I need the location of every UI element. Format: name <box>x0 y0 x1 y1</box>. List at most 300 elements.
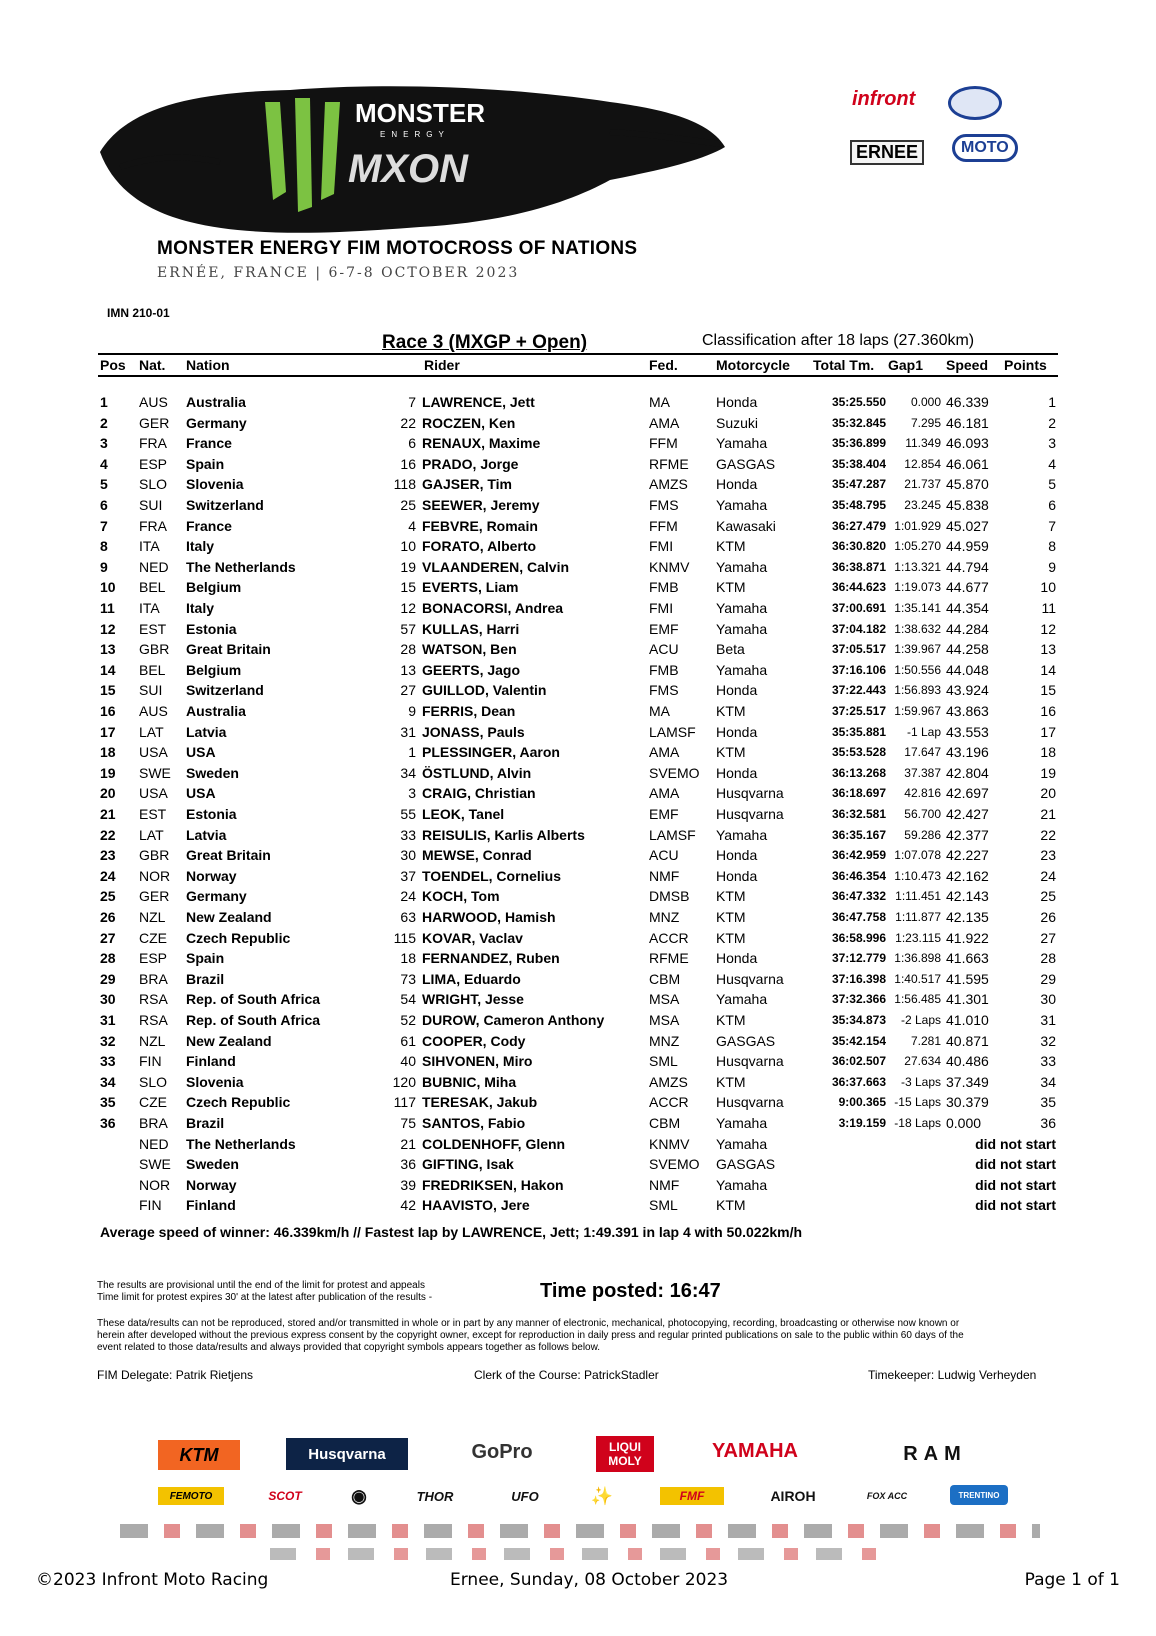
cell-nat: EST <box>139 620 167 637</box>
cell-fed: AMA <box>649 785 680 802</box>
cell-pos: 29 <box>100 970 116 987</box>
cell-fed: ACCR <box>649 929 689 946</box>
cell-motorcycle: Husqvarna <box>716 970 784 987</box>
cell-pos: 30 <box>100 991 116 1008</box>
cell-rider: WRIGHT, Jesse <box>422 991 524 1008</box>
cell-speed: 46.339 <box>946 394 989 410</box>
cell-number: 30 <box>400 847 416 864</box>
cell-rider: ÖSTLUND, Alvin <box>422 764 532 781</box>
cell-number: 39 <box>400 1176 416 1193</box>
cell-pos: 36 <box>100 1115 116 1131</box>
cell-motorcycle: KTM <box>716 538 746 555</box>
cell-motorcycle: Suzuki <box>716 414 759 431</box>
cell-number: 55 <box>400 806 416 822</box>
cell-total-time: 37:16.106 <box>831 662 886 677</box>
cell-motorcycle: KTM <box>716 703 746 719</box>
table-row <box>0 1115 1156 1136</box>
cell-gap: 1:50.556 <box>894 662 941 677</box>
cell-nat: NOR <box>139 867 171 884</box>
cell-speed: 41.922 <box>946 929 989 946</box>
cell-speed: 41.663 <box>946 950 989 967</box>
cell-nation: Italy <box>186 538 215 555</box>
cell-total-time: 35:42.154 <box>831 1033 886 1048</box>
col-fed: Fed. <box>649 357 678 373</box>
table-row <box>0 971 1156 992</box>
cell-speed: 43.863 <box>946 703 989 719</box>
yamaha-logo: YAMAHA <box>712 1439 798 1462</box>
cell-nation: Rep. of South Africa <box>186 1012 321 1028</box>
cell-nation: Germany <box>186 888 247 905</box>
cell-speed: 0.000 <box>946 1115 982 1131</box>
cell-fed: CBM <box>649 970 681 987</box>
cell-motorcycle: Husqvarna <box>716 785 784 802</box>
cell-fed: MSA <box>649 991 680 1008</box>
cell-pos: 26 <box>100 909 116 925</box>
col-motorcycle: Motorcycle <box>716 357 790 373</box>
cell-nation: Australia <box>186 394 246 410</box>
cell-nat: BEL <box>139 661 166 678</box>
table-row <box>0 621 1156 642</box>
husqvarna-logo: Husqvarna <box>286 1438 408 1470</box>
cell-rider: KULLAS, Harri <box>422 620 520 637</box>
cell-points: 9 <box>1048 558 1056 575</box>
cell-total-time: 35:38.404 <box>831 456 886 471</box>
time-posted: Time posted: 16:47 <box>540 1280 721 1302</box>
cell-nation: Great Britain <box>186 641 271 658</box>
thor-logo: THOR <box>416 1488 454 1504</box>
cell-rider: TOENDEL, Cornelius <box>422 867 561 884</box>
mxon-text: MXON <box>348 147 468 191</box>
cell-total-time: 35:48.795 <box>831 498 886 512</box>
cell-nation: USA <box>186 785 216 802</box>
cell-pos: 13 <box>100 641 116 658</box>
cell-fed: SML <box>649 1197 678 1214</box>
cell-fed: LAMSF <box>649 826 696 843</box>
cell-nat: SWE <box>139 1156 171 1173</box>
cell-rider: FERRIS, Dean <box>422 703 516 719</box>
cell-rider: LAWRENCE, Jett <box>422 394 535 410</box>
cell-pos: 12 <box>100 620 116 637</box>
cell-speed: 44.284 <box>946 620 989 637</box>
cell-motorcycle: Honda <box>716 950 758 967</box>
cell-points: 34 <box>1040 1073 1056 1090</box>
table-row <box>0 847 1156 868</box>
cell-nation: Belgium <box>186 579 242 596</box>
cell-gap: 1:05.270 <box>894 539 941 554</box>
cell-fed: FMI <box>649 538 674 555</box>
cell-total-time: 36:32.581 <box>831 807 886 821</box>
infront-logo: infront <box>852 88 916 110</box>
cell-speed: 42.227 <box>946 847 989 864</box>
table-row <box>0 1074 1156 1095</box>
cell-number: 3 <box>408 785 416 802</box>
cell-total-time: 36:46.354 <box>831 868 886 883</box>
cell-points: 15 <box>1040 682 1056 699</box>
cell-nat: BRA <box>139 970 168 987</box>
cell-number: 4 <box>408 517 416 534</box>
col-nat: Nat. <box>139 357 166 373</box>
table-row <box>0 435 1156 456</box>
cell-pos: 28 <box>100 950 116 967</box>
cell-motorcycle: GASGAS <box>716 455 776 472</box>
table-row <box>0 394 1156 415</box>
cell-points: 29 <box>1040 970 1056 987</box>
cell-rider: FREDRIKSEN, Hakon <box>422 1176 564 1193</box>
cell-rider: RENAUX, Maxime <box>422 435 541 452</box>
cell-total-time: 36:38.871 <box>831 559 886 574</box>
col-points: Points <box>1004 357 1047 373</box>
cell-nat: SWE <box>139 764 171 781</box>
cell-number: 21 <box>400 1135 416 1152</box>
cell-points: 16 <box>1040 703 1056 719</box>
cell-total-time: 37:05.517 <box>831 642 886 657</box>
cell-motorcycle: Yamaha <box>716 435 768 452</box>
cell-rider: PLESSINGER, Aaron <box>422 744 560 761</box>
cell-speed: 46.061 <box>946 455 989 472</box>
cell-fed: EMF <box>649 620 679 637</box>
cell-rider: JONASS, Pauls <box>422 723 525 740</box>
cell-number: 63 <box>400 909 416 925</box>
cell-fed: FMS <box>649 497 679 513</box>
cell-speed: 42.162 <box>946 867 989 884</box>
cell-rider: GUILLOD, Valentin <box>422 682 547 699</box>
cell-motorcycle: Yamaha <box>716 497 768 513</box>
cell-gap: 1:13.321 <box>894 559 941 574</box>
cell-gap: 0.000 <box>910 395 941 409</box>
table-row <box>0 538 1156 559</box>
cell-fed: MSA <box>649 1012 680 1028</box>
cell-nation: Finland <box>186 1053 236 1070</box>
cell-nation: Estonia <box>186 806 237 822</box>
cell-nation: Norway <box>186 1176 237 1193</box>
table-row <box>0 1033 1156 1054</box>
cell-gap: 59.286 <box>904 827 941 842</box>
cell-speed: 41.010 <box>946 1012 989 1028</box>
cell-rider: HARWOOD, Hamish <box>422 909 556 925</box>
cell-nat: SLO <box>139 1073 168 1090</box>
cell-gap: 1:07.078 <box>894 848 941 863</box>
femoto-logo: FEMOTO <box>158 1487 224 1505</box>
cell-gap: 1:40.517 <box>894 971 941 986</box>
cell-speed: 46.181 <box>946 414 989 431</box>
cell-rider: COLDENHOFF, Glenn <box>422 1135 566 1152</box>
table-row <box>0 579 1156 600</box>
cell-rider: GIFTING, Isak <box>422 1156 514 1173</box>
cell-number: 18 <box>400 950 416 967</box>
cell-speed: 40.486 <box>946 1053 989 1070</box>
race-title: Race 3 (MXGP + Open) <box>382 332 588 353</box>
cell-status: did not start <box>975 1156 1056 1173</box>
cell-speed: 43.553 <box>946 723 989 740</box>
cell-points: 23 <box>1040 847 1056 864</box>
cell-gap: 42.816 <box>904 786 941 801</box>
table-row-dns <box>0 1177 1156 1198</box>
table-row <box>0 765 1156 786</box>
cell-nation: France <box>186 517 232 534</box>
trentino-logo: TRENTINO <box>950 1485 1008 1505</box>
cell-pos: 6 <box>100 497 108 513</box>
cell-motorcycle: Yamaha <box>716 661 768 678</box>
cell-gap: 1:39.967 <box>894 642 941 657</box>
cell-speed: 42.135 <box>946 909 989 925</box>
cell-nation: Switzerland <box>186 497 264 513</box>
cell-points: 21 <box>1040 806 1056 822</box>
cell-nation: Latvia <box>186 723 227 740</box>
cell-total-time: 9:00.365 <box>838 1095 886 1110</box>
table-row <box>0 1012 1156 1033</box>
cell-nation: Australia <box>186 703 246 719</box>
cell-motorcycle: Kawasaki <box>716 517 776 534</box>
cell-fed: ACU <box>649 641 679 658</box>
cell-number: 22 <box>400 414 416 431</box>
cell-total-time: 36:58.996 <box>831 930 886 945</box>
ufo-logo: UFO <box>511 1488 539 1504</box>
cell-gap: 17.647 <box>904 745 941 760</box>
cell-gap: 1:35.141 <box>894 601 941 615</box>
cell-total-time: 37:32.366 <box>831 992 886 1007</box>
table-row <box>0 476 1156 497</box>
cell-points: 33 <box>1040 1053 1056 1070</box>
table-row <box>0 559 1156 580</box>
col-speed: Speed <box>946 357 989 373</box>
cell-gap: 23.245 <box>904 498 941 512</box>
fmf-logo: FMF <box>660 1487 724 1505</box>
cell-total-time: 36:44.623 <box>831 580 886 595</box>
cell-points: 17 <box>1040 723 1056 740</box>
cell-number: 52 <box>400 1012 416 1028</box>
cell-fed: AMA <box>649 744 680 761</box>
cell-nat: ESP <box>139 950 168 967</box>
cell-nat: CZE <box>139 929 167 946</box>
cell-fed: NMF <box>649 867 680 884</box>
cell-number: 42 <box>400 1197 416 1214</box>
fox-logo: ◉ <box>351 1485 367 1506</box>
cell-nat: NZL <box>139 909 166 925</box>
cell-gap: -15 Laps <box>894 1095 941 1110</box>
cell-nat: SLO <box>139 476 168 493</box>
sidi-logo: SCOT <box>268 1489 302 1503</box>
cell-total-time: 37:04.182 <box>831 621 886 636</box>
cell-nat: FRA <box>139 517 167 534</box>
cell-fed: SVEMO <box>649 764 700 781</box>
monster-text: MONSTER <box>355 98 485 128</box>
cell-motorcycle: Yamaha <box>716 558 768 575</box>
table-row-dns <box>0 1156 1156 1177</box>
cell-number: 10 <box>400 538 416 555</box>
ffm-moto-logo: MOTO <box>952 134 1018 162</box>
cell-pos: 10 <box>100 579 116 596</box>
copyright-note-3: event related to those data/results and always provided that copyright symbols appears together as follows below. <box>97 1342 601 1353</box>
cell-points: 4 <box>1048 455 1056 472</box>
cell-motorcycle: Husqvarna <box>716 1094 784 1111</box>
cell-motorcycle: Yamaha <box>716 600 768 616</box>
table-row <box>0 724 1156 745</box>
cell-pos: 23 <box>100 847 116 864</box>
fox-accessory-logo: FOX ACC <box>866 1491 908 1501</box>
cell-speed: 45.027 <box>946 517 989 534</box>
cell-number: 15 <box>400 579 416 596</box>
cell-nat: LAT <box>139 826 164 843</box>
cell-nation: Brazil <box>186 1115 225 1131</box>
cell-gap: 21.737 <box>904 477 941 492</box>
cell-pos: 20 <box>100 785 116 802</box>
cell-points: 31 <box>1040 1012 1056 1028</box>
cell-nat: NED <box>139 558 169 575</box>
cell-fed: FMI <box>649 600 674 616</box>
col-pos: Pos <box>100 357 126 373</box>
cell-fed: AMA <box>649 414 680 431</box>
cell-gap: 1:19.073 <box>894 580 941 595</box>
cell-motorcycle: Yamaha <box>716 1135 768 1152</box>
ram-logo: RAM <box>903 1442 967 1465</box>
cell-fed: MA <box>649 394 670 410</box>
cell-speed: 44.794 <box>946 558 989 575</box>
cell-motorcycle: Beta <box>716 641 745 658</box>
gopro-logo: GoPro <box>471 1440 533 1463</box>
table-row <box>0 497 1156 518</box>
cell-number: 31 <box>400 723 416 740</box>
cell-total-time: 37:12.779 <box>831 951 886 966</box>
cell-points: 3 <box>1048 435 1056 452</box>
document-code: IMN 210-01 <box>107 306 170 320</box>
cell-speed: 46.093 <box>946 435 989 452</box>
cell-speed: 42.697 <box>946 785 989 802</box>
cell-gap: 1:59.967 <box>894 704 941 718</box>
cell-motorcycle: KTM <box>716 579 746 596</box>
cell-pos: 14 <box>100 661 116 678</box>
cell-rider: EVERTS, Liam <box>422 579 519 596</box>
cell-speed: 44.677 <box>946 579 989 596</box>
cell-fed: SML <box>649 1053 678 1070</box>
cell-fed: FFM <box>649 517 678 534</box>
cell-nation: The Netherlands <box>186 558 296 575</box>
cell-nat: GBR <box>139 847 170 864</box>
cell-number: 12 <box>400 600 416 616</box>
cell-total-time: 36:27.479 <box>831 518 886 533</box>
cell-total-time: 36:42.959 <box>831 848 886 863</box>
cell-points: 1 <box>1048 394 1056 410</box>
cell-nat: GER <box>139 888 170 905</box>
cell-fed: AMZS <box>649 1073 688 1090</box>
cell-gap: 1:11.451 <box>895 889 941 904</box>
cell-number: 40 <box>400 1053 416 1070</box>
ktm-logo: KTM <box>158 1440 240 1470</box>
cell-gap: 1:56.485 <box>894 992 941 1007</box>
cell-total-time: 36:47.332 <box>831 889 886 904</box>
table-row <box>0 827 1156 848</box>
cell-motorcycle: KTM <box>716 1197 746 1214</box>
cell-gap: 1:10.473 <box>894 868 941 883</box>
cell-points: 18 <box>1040 744 1056 761</box>
col-rider: Rider <box>424 357 460 373</box>
cell-speed: 30.379 <box>946 1094 989 1111</box>
table-row <box>0 1094 1156 1115</box>
cell-total-time: 3:19.159 <box>838 1116 886 1130</box>
cell-gap: 12.854 <box>904 456 941 471</box>
cell-status: did not start <box>975 1197 1056 1214</box>
cell-motorcycle: Yamaha <box>716 826 768 843</box>
table-row <box>0 518 1156 539</box>
cell-nat: SUI <box>139 497 163 513</box>
cell-gap: 1:38.632 <box>894 621 941 636</box>
cell-number: 16 <box>400 455 416 472</box>
alpinestars-logo: ✨ <box>590 1485 614 1506</box>
cell-number: 1 <box>408 744 416 761</box>
liqui-moly-logo: LIQUI MOLY <box>596 1436 654 1472</box>
footer-copyright: ©2023 Infront Moto Racing <box>36 1570 269 1590</box>
cell-speed: 42.377 <box>946 826 989 843</box>
cell-nat: ITA <box>139 538 160 555</box>
table-row <box>0 600 1156 621</box>
cell-number: 75 <box>400 1115 416 1131</box>
cell-total-time: 35:34.873 <box>831 1013 886 1027</box>
cell-fed: KNMV <box>649 1135 690 1152</box>
cell-points: 2 <box>1048 414 1056 431</box>
cell-speed: 42.427 <box>946 806 989 822</box>
cell-fed: ACCR <box>649 1094 689 1111</box>
cell-nat: NZL <box>139 1032 166 1049</box>
cell-nation: Sweden <box>186 764 239 781</box>
cell-number: 27 <box>400 682 416 699</box>
cell-nation: Great Britain <box>186 847 271 864</box>
cell-motorcycle: KTM <box>716 744 746 761</box>
cell-fed: KNMV <box>649 558 690 575</box>
energy-text: ENERGY <box>380 130 450 139</box>
table-row <box>0 703 1156 724</box>
table-row <box>0 991 1156 1012</box>
cell-rider: KOVAR, Vaclav <box>422 929 523 946</box>
table-row <box>0 641 1156 662</box>
cell-rider: VLAANDEREN, Calvin <box>422 558 570 575</box>
cell-nat: NOR <box>139 1176 171 1193</box>
cell-gap: 37.387 <box>904 765 941 780</box>
cell-pos: 18 <box>100 744 116 761</box>
mxon-logo <box>90 62 730 252</box>
cell-fed: AMZS <box>649 476 688 493</box>
cell-fed: RFME <box>649 455 689 472</box>
table-row <box>0 744 1156 765</box>
cell-points: 11 <box>1041 600 1056 616</box>
cell-nat: EST <box>139 806 167 822</box>
cell-fed: ACU <box>649 847 679 864</box>
cell-points: 32 <box>1040 1032 1056 1049</box>
cell-nation: Slovenia <box>186 476 244 493</box>
cell-rider: SEEWER, Jeremy <box>422 497 540 513</box>
cell-number: 6 <box>408 435 416 452</box>
cell-motorcycle: KTM <box>716 929 746 946</box>
cell-rider: REISULIS, Karlis Alberts <box>422 826 585 843</box>
cell-nation: Spain <box>186 455 225 472</box>
cell-points: 22 <box>1040 826 1056 843</box>
cell-points: 10 <box>1040 579 1056 596</box>
cell-gap: 1:56.893 <box>894 683 941 698</box>
col-nation: Nation <box>186 357 230 373</box>
cell-status: did not start <box>975 1176 1056 1193</box>
cell-rider: WATSON, Ben <box>422 641 517 658</box>
cell-total-time: 36:13.268 <box>831 765 886 780</box>
cell-pos: 9 <box>100 558 108 575</box>
table-row <box>0 930 1156 951</box>
table-row <box>0 1053 1156 1074</box>
cell-nation: Slovenia <box>186 1073 244 1090</box>
cell-gap: 1:23.115 <box>895 930 941 945</box>
cell-motorcycle: Honda <box>716 682 758 699</box>
cell-total-time: 37:00.691 <box>831 601 886 615</box>
footer-page: Page 1 of 1 <box>1024 1570 1120 1590</box>
cell-nation: Sweden <box>186 1156 239 1173</box>
cell-gap: -2 Laps <box>900 1013 941 1027</box>
cell-fed: FFM <box>649 435 678 452</box>
